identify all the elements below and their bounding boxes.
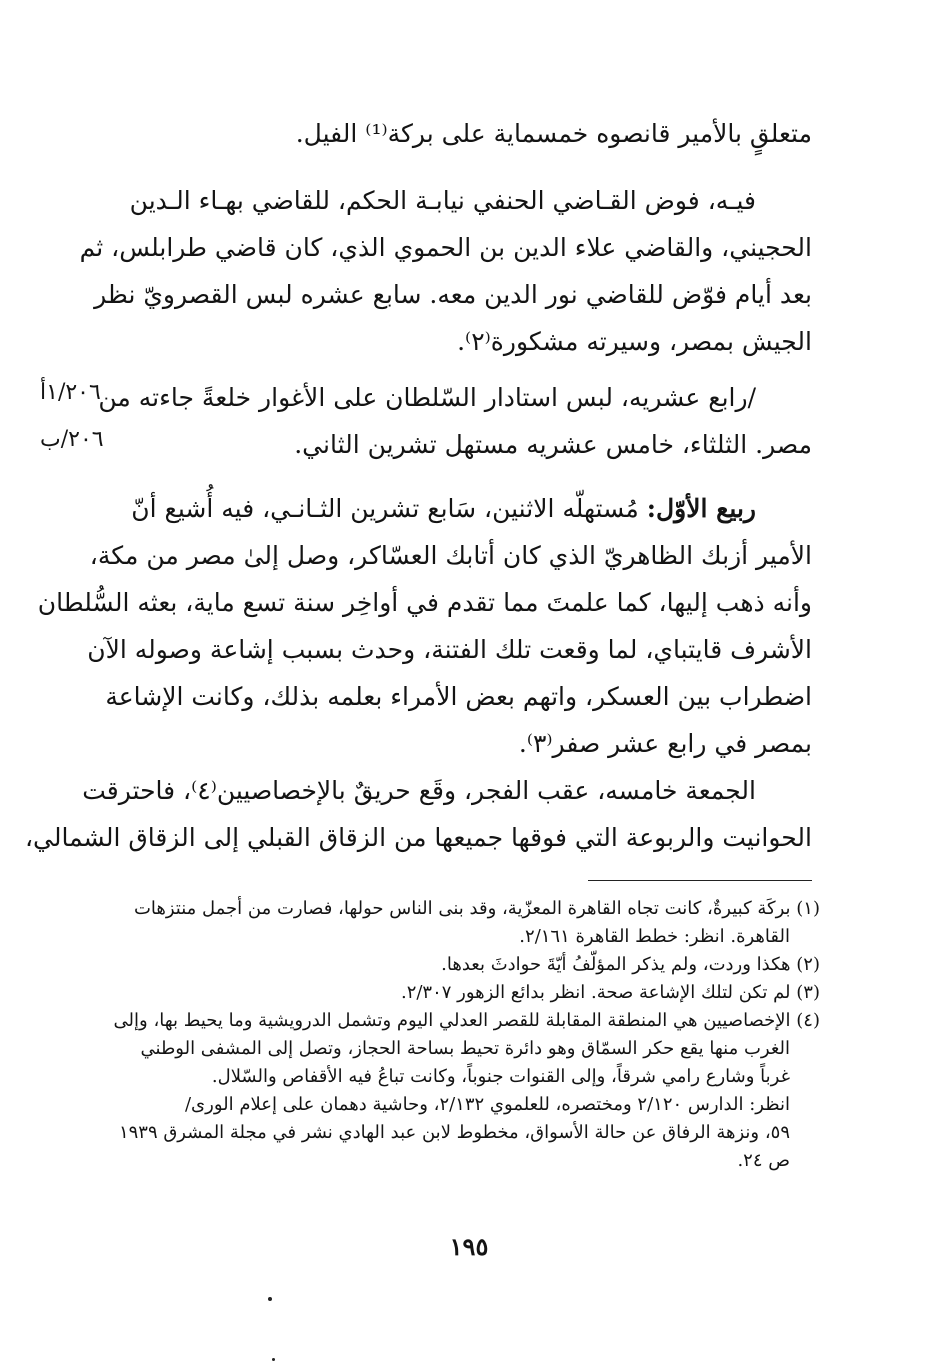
paragraph-line: الحجيني، والقاضي علاء الدين بن الحموي الذي، كان قاضي طرابلس، ثم	[79, 233, 812, 262]
paragraph-line: الحوانيت والربوعة التي فوقها جميعها من الزقاق القبلي إلى الزقاق الشمالي،	[24, 823, 812, 852]
paragraph-line: مصر. الثلثاء، خامس عشريه مستهل تشرين الثاني.	[294, 430, 812, 459]
paragraph-3	[98, 374, 812, 468]
footnotes	[113, 895, 820, 1175]
paragraph-text: مُستهلّه الاثنين، سَابع تشرين الثـانـي، فيه	[221, 494, 639, 523]
paragraph-4	[37, 485, 812, 767]
paragraph-text: أُشيع أنّ	[131, 494, 214, 523]
paragraph-line: اضطراب بين العسكر، واتهم بعض الأمراء بعلمه بذلك، وكانت الإشاعة	[105, 682, 812, 711]
footnote-line: الغرب منها يقع حكر السمّاق وهو دائرة تحيط بساحة الحجاز، وتصل إلى المشفى الوطني	[140, 1038, 790, 1059]
footnote-line: ص ٢٤.	[737, 1150, 790, 1171]
footnote-line: ٥٩، ونزهة الرفاق عن حالة الأسواق، مخطوط لابن عبد الهادي نشر في مجلة المشرق ١٩٣٩	[118, 1122, 790, 1143]
footnote-line: (١) بركَة كبيرةٌ، كانت تجاه القاهرة المعزّية، وقد بنى الناس حولها، فصارت من أجمل منتزهات	[133, 898, 820, 919]
page-number: ١٩٥	[449, 1232, 489, 1261]
paragraph-line: الجيش بمصر، وسيرته مشكورة⁽٢⁾.	[457, 327, 812, 356]
paragraph-line: بعد أيام فوّض للقاضي نور الدين معه. سابع عشره لبس القصرويّ نظر	[94, 280, 812, 309]
paragraph-line: فيـه، فوض القـاضي الحنفي نيابـة الحكم، للقاضي بهـاء الـدين	[129, 186, 756, 215]
margin-folio-b: ٢٠٦/ب	[40, 427, 104, 452]
footnote-line: غرباً وشارع رامي شرقاً، وإلى القنوات جنوباً، وكانت تباعُ فيه الأقفاص والسّلال.	[211, 1066, 790, 1087]
paragraph-line: /رابع عشريه، لبس استادار السّلطان على الأغوار خلعةً جاءته من	[98, 383, 756, 412]
margin-folio-a: ١/٢٠٦أ	[40, 380, 101, 405]
month-heading: ربيع الأوّل:	[646, 494, 756, 523]
footnote-separator	[588, 880, 812, 881]
paragraph-line: الجمعة خامسه، عقب الفجر، وقَع حريقٌ بالإخصاصيين⁽٤⁾، فاحترقت	[82, 776, 756, 805]
footnote-line: (٢) هكذا وردت، ولم يذكر المؤلّفُ أيّةَ حوادثَ بعدها.	[441, 954, 820, 975]
paragraph-line: الأشرف قايتباي، لما وقعت تلك الفتنة، وحدث بسبب إشاعة وصوله الآن	[87, 635, 812, 664]
scan-speck	[272, 1358, 275, 1361]
scan-speck	[268, 1297, 272, 1301]
paragraph-5	[24, 767, 812, 861]
footnote-line: (٤) الإخصاصيين هي المنطقة المقابلة للقصر العدلي اليوم وتشمل الدرويشية وما يحيط بها، وإلى	[113, 1010, 820, 1031]
paragraph-2	[79, 177, 812, 365]
footnote-line: انظر: الدارس ٢/١٢٠ ومختصره، للعلموي ٢/١٣٢، وحاشية دهمان على إعلام الورى/	[184, 1094, 790, 1115]
paragraph-line: متعلقٍ بالأمير قانصوه خمسماية على بركة⁽¹⁾ الفيل.	[295, 119, 812, 148]
footnote-line: (٣) لم تكن لتلك الإشاعة صحة. انظر بدائع الزهور ٢/٣٠٧.	[400, 982, 820, 1003]
footnote-line: القاهرة. انظر: خطط القاهرة ٢/١٦١.	[519, 926, 790, 947]
paragraph-line: الأمير أزبك الظاهريّ الذي كان أتابك العسّاكر، وصل إلىٰ مصر من مكة،	[89, 541, 812, 570]
paragraph-line-first	[126, 485, 812, 532]
paragraph-line: وأنه ذهب إليها، كما علمتَ مما تقدم في أواخِر سنة تسع ماية، بعثه السُّلطان	[37, 588, 812, 617]
paragraph-1	[126, 110, 812, 157]
paragraph-line: بمصر في رابع عشر صفر⁽٣⁾.	[518, 729, 812, 758]
